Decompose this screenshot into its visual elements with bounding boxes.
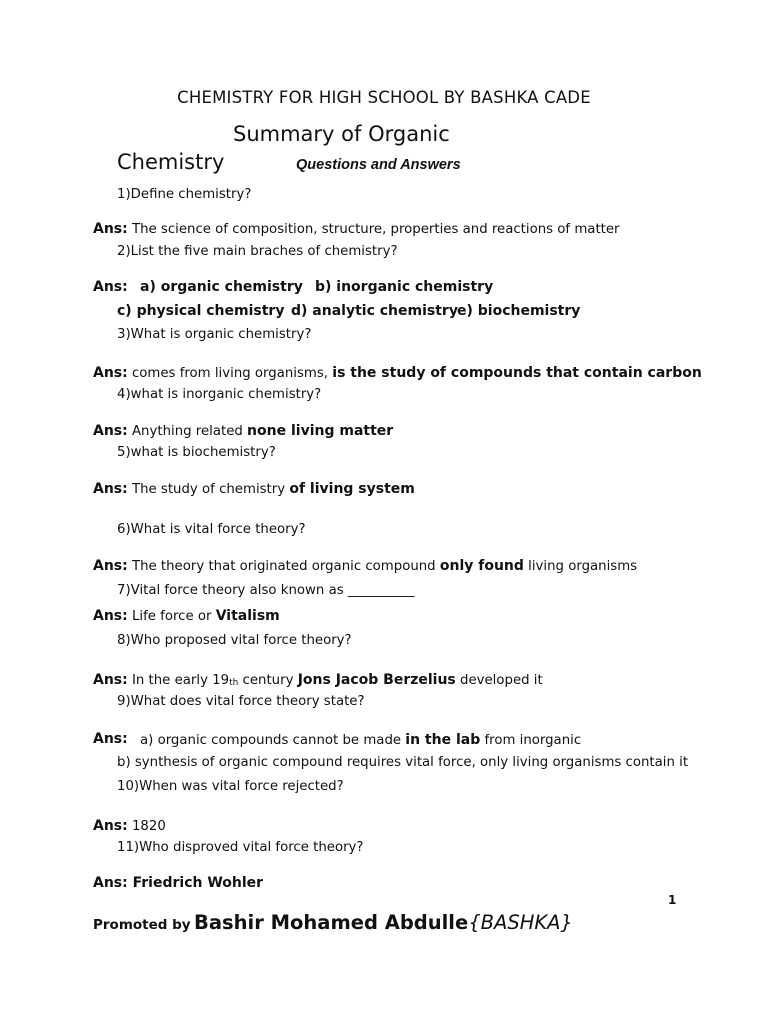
subtitle: Questions and Answers [296,157,461,173]
answer-8-sup: th [229,678,239,688]
answer-10-text: 1820 [127,819,166,834]
answer-6-bold: only found [439,558,524,574]
answer-2-line-1 [93,279,128,295]
answer-9-text [140,732,581,748]
page-number: 1 [668,893,677,907]
answer-2-item-e: e) biochemistry [457,303,581,319]
answer-9-pre: a) organic compounds cannot be made [140,733,406,748]
question-3: 3)What is organic chemistry? [117,327,312,342]
answer-11: Ans: Friedrich Wohler [93,875,264,891]
question-11: 11)Who disproved vital force theory? [117,840,364,855]
document-header: CHEMISTRY FOR HIGH SCHOOL BY BASHKA CADE [177,88,591,107]
answer-8-bold: Jons Jacob Berzelius [297,672,456,688]
ans-label: Ans: [93,221,128,237]
answer-7-bold: Vitalism [215,608,280,624]
ans-label: Ans: [93,365,128,381]
answer-7-text: Life force or [127,609,216,624]
answer-8-mid: century [238,673,298,688]
answer-9-tail: from inorganic [480,733,582,748]
question-9: 9)What does vital force theory state? [117,694,365,709]
answer-9-line-1 [93,731,128,747]
question-5: 5)what is biochemistry? [117,445,276,460]
answer-1-text: The science of composition, structure, properties and reactions of matter [127,222,620,237]
answer-9-bold: in the lab [405,732,481,748]
question-2: 2)List the five main braches of chemistry? [117,244,398,259]
answer-2-item-d: d) analytic chemistry [291,303,458,319]
promoted-by-label: Promoted by [93,917,191,933]
answer-8-tail: developed it [455,673,543,688]
question-4: 4)what is inorganic chemistry? [117,387,322,402]
title-line-2: Chemistry [117,150,225,174]
answer-5-bold: of living system [289,481,415,497]
answer-2-item-c: c) physical chemistry [117,303,285,319]
ans-label: Ans: [93,818,128,834]
question-8: 8)Who proposed vital force theory? [117,633,352,648]
ans-label: Ans: [93,423,128,439]
answer-3-bold: is the study of compounds that contain carbon [332,365,702,381]
answer-5-text: The study of chemistry [127,482,290,497]
ans-label: Ans: [93,731,128,747]
question-1: 1)Define chemistry? [117,187,252,202]
author-full-name: Bashir Mohamed Abdulle [194,911,469,934]
ans-label: Ans: [93,608,128,624]
ans-label: Ans: [93,481,128,497]
answer-8-pre: In the early 19 [127,673,230,688]
title-line-1: Summary of Organic [233,122,450,146]
answer-10 [93,818,166,834]
question-6: 6)What is vital force theory? [117,522,306,537]
answer-2-item-b: b) inorganic chemistry [315,279,494,295]
answer-6-tail: living organisms [523,559,638,574]
ans-label: Ans: [93,672,128,688]
answer-3-text: comes from living organisms, [127,366,333,381]
answer-3 [93,365,702,381]
answer-8 [93,672,543,688]
answer-1 [93,221,620,237]
ans-label: Ans: [93,279,128,295]
ans-label: Ans: [93,558,128,574]
author-nickname: {BASHKA} [468,911,573,934]
answer-4-text: Anything related [127,424,248,439]
question-7: 7)Vital force theory also known as __________ [117,583,415,598]
answer-4 [93,423,393,439]
answer-4-bold: none living matter [247,423,394,439]
question-10: 10)When was vital force rejected? [117,779,344,794]
answer-2-item-a: a) organic chemistry [140,279,303,295]
answer-6 [93,558,637,574]
answer-9-line-2: b) synthesis of organic compound requires vital force, only living organisms contain it [117,755,689,770]
author-name [194,911,573,934]
answer-5 [93,481,415,497]
answer-6-text: The theory that originated organic compound [127,559,440,574]
answer-7 [93,608,280,624]
